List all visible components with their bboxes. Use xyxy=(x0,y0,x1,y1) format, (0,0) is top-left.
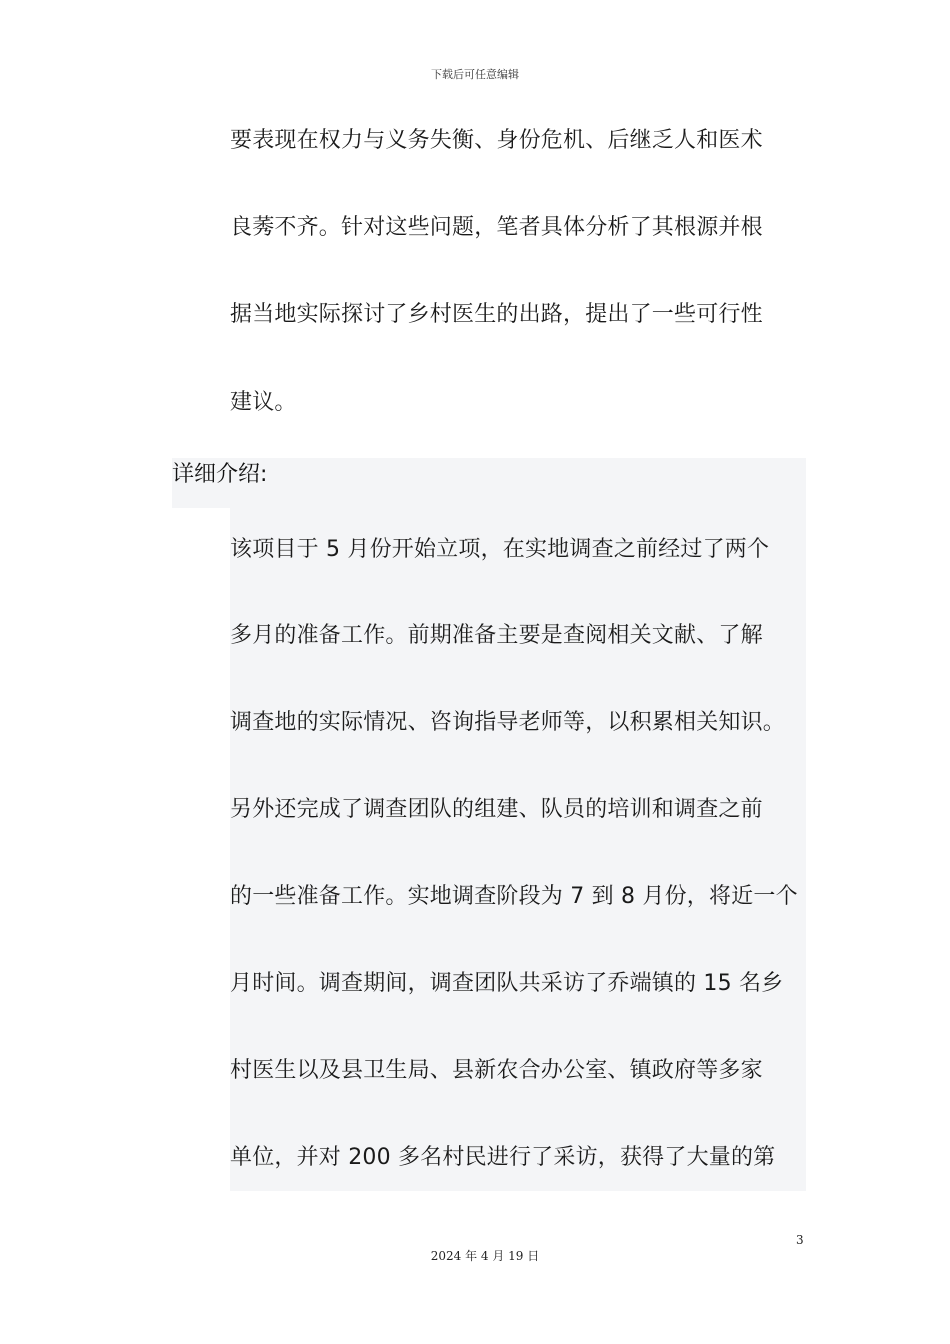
detail-shade xyxy=(230,508,806,1191)
page-number: 3 xyxy=(796,1233,804,1247)
paragraph-line: 另外还完成了调查团队的组建、队员的培训和调查之前 xyxy=(230,797,763,822)
page-header-note: 下载后可任意编辑 xyxy=(431,68,519,81)
paragraph-line: 良莠不齐。针对这些问题，笔者具体分析了其根源并根 xyxy=(230,215,763,240)
page-footer-date: 2024 年 4 月 19 日 xyxy=(430,1249,540,1263)
paragraph-line: 月时间。调查期间，调查团队共采访了乔端镇的 15 名乡 xyxy=(230,971,784,996)
paragraph-line: 该项目于 5 月份开始立项，在实地调查之前经过了两个 xyxy=(230,537,770,562)
section-heading: 详细介绍: xyxy=(172,462,268,487)
paragraph-line: 调查地的实际情况、咨询指导老师等，以积累相关知识。 xyxy=(230,710,786,735)
paragraph-line: 村医生以及县卫生局、县新农合办公室、镇政府等多家 xyxy=(230,1058,763,1083)
paragraph-line: 要表现在权力与义务失衡、身份危机、后继乏人和医术 xyxy=(230,128,763,153)
paragraph-line: 据当地实际探讨了乡村医生的出路，提出了一些可行性 xyxy=(230,302,763,327)
paragraph-line: 的一些准备工作。实地调查阶段为 7 到 8 月份，将近一个 xyxy=(230,884,798,909)
paragraph-line: 多月的准备工作。前期准备主要是查阅相关文献、了解 xyxy=(230,623,763,648)
paragraph-line: 建议。 xyxy=(230,390,297,415)
paragraph-line: 单位，并对 200 多名村民进行了采访，获得了大量的第 xyxy=(230,1145,776,1170)
